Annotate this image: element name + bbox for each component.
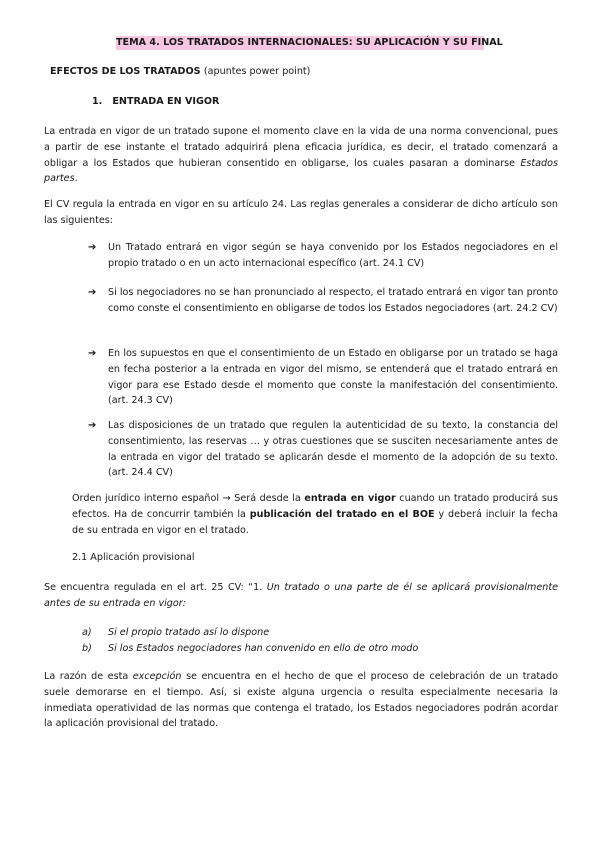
paragraph-orden-juridico	[72, 491, 558, 538]
paragraph-cv-art24: El CV regula la entrada en vigor en su artículo 24. Las reglas generales a considerar de dicho artículo son las siguientes:	[44, 199, 558, 226]
paragraph-text: La razón de esta	[44, 671, 129, 682]
paragraph-bold: entrada en vigor	[304, 493, 396, 504]
list-item-b	[82, 641, 419, 657]
paragraph-art25	[44, 580, 558, 612]
bullet-text: Si los negociadores no se han pronunciado al respecto, el tratado entrará en vigor tan pronto como conste el consentimiento en obligarse de todos los Estados negociadores (art. 24.2 CV)	[108, 287, 558, 314]
bullet-text: Las disposiciones de un tratado que regulen la autenticidad de su texto, la constancia del consentimiento, las reservas … y otras cuestiones que se susciten necesariamente antes de la entrada en vigor del tratado se aplicarán desde el momento de la adopción de su texto. (art. 24.4 CV)	[108, 420, 558, 479]
section-heading	[50, 66, 310, 77]
paragraph-italic: Estados partes	[44, 157, 558, 185]
document-title: TEMA 4. LOS TRATADOS INTERNACIONALES: SU APLICACIÓN Y SU FINAL	[116, 37, 503, 48]
subsection-heading-text: ENTRADA EN VIGOR	[112, 96, 220, 107]
arrow-icon: ➔	[88, 420, 97, 431]
list-item-text: Si los Estados negociadores han convenido en ello de otro modo	[108, 643, 419, 654]
list-item-bullet-1	[88, 240, 558, 272]
list-item-bullet-3	[88, 346, 558, 409]
arrow-icon: ➔	[88, 287, 97, 298]
arrow-icon: ➔	[88, 348, 97, 359]
paragraph-bold: publicación del tratado en el BOE	[249, 508, 435, 520]
list-item-bullet-2	[88, 285, 558, 317]
list-marker: a)	[82, 627, 92, 638]
paragraph-entrada-en-vigor	[44, 124, 558, 187]
subsection-number: 1.	[92, 96, 103, 107]
paragraph-text: y deberá incluir la fecha de su entrada en vigor en el tratado.	[72, 508, 558, 536]
paragraph-text: Se encuentra regulada en el art. 25 CV: “1.	[44, 582, 263, 593]
bullet-text: Un Tratado entrará en vigor según se haya convenido por los Estados negociadores en el propio tratado o en un acto internacional específico (art. 24.1 CV)	[108, 242, 558, 269]
list-marker: b)	[82, 643, 92, 654]
list-item-a	[82, 625, 270, 641]
subsection-heading-2: 2.1 Aplicación provisional	[72, 552, 195, 563]
arrow-icon: ➔	[88, 242, 97, 253]
paragraph-text: Orden jurídico interno español → Será desde la	[72, 493, 301, 504]
paragraph-text: se encuentra en el hecho de que el proceso de celebración de un tratado suele demorarse en el tiempo. Así, si existe alguna urgencia o resulta especialmente necesaria la inmediata operatividad de las normas que contenga el tratado, los Estados negociadores podrán acordar la aplicación provisional del tratado.	[44, 671, 558, 730]
list-item-text: Si el propio tratado así lo dispone	[108, 627, 270, 638]
paragraph-italic: Un tratado o una parte de él se aplicará provisionalmente antes de su entrada en vigor:	[44, 582, 558, 609]
section-note: (apuntes power point)	[203, 66, 311, 77]
paragraph-italic: excepción	[132, 671, 182, 682]
paragraph-end: .	[74, 173, 78, 185]
paragraph-excepcion	[44, 669, 558, 732]
section-heading-text: EFECTOS DE LOS TRATADOS	[50, 66, 201, 77]
paragraph-text: cuando un tratado producirá sus efectos. Ha de concurrir también la	[72, 493, 558, 520]
list-item-bullet-4	[88, 418, 558, 481]
bullet-text: En los supuestos en que el consentimiento de un Estado en obligarse por un tratado se haga en fecha posterior a la entrada en vigor del mismo, se entenderá que el tratado entrará en vigor para ese Estado desde el momento que conste la manifestación del consentimiento. (art. 24.3 CV)	[108, 348, 558, 407]
subsection-heading-1	[92, 96, 219, 107]
paragraph-text: La entrada en vigor de un tratado supone el momento clave en la vida de una norma convencional, pues a partir de ese instante el tratado adquirirá plena eficacia jurídica, es decir, el tratado comenzará a obligar a los Estados que hubieran consentido en obligarse, los cuales pasaran a dominarse	[44, 126, 558, 169]
